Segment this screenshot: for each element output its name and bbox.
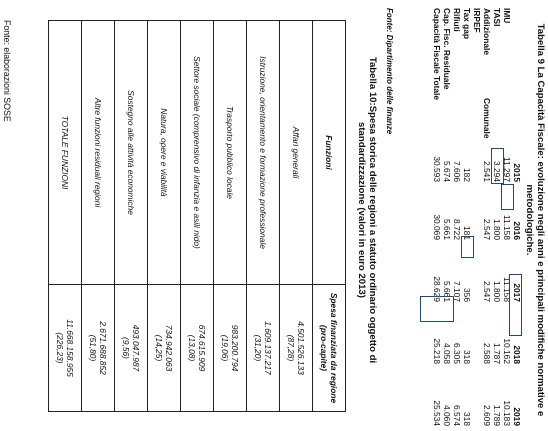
cell-value: 11.158 bbox=[502, 277, 512, 302]
table9-source: Fonte: Dipartimento delle finanze bbox=[385, 8, 394, 135]
table9-row bbox=[502, 8, 512, 428]
cell-value: 4.060 bbox=[442, 405, 452, 426]
table9 bbox=[385, 8, 522, 428]
table9-row bbox=[492, 8, 502, 428]
cell-value: 30.593 bbox=[432, 156, 442, 182]
table-row bbox=[280, 21, 313, 412]
per-capita-value: (87,28) bbox=[286, 334, 296, 362]
function-value-cell bbox=[115, 285, 148, 412]
table10 bbox=[48, 20, 346, 412]
cell-value: 10.162 bbox=[502, 338, 512, 364]
table-row bbox=[214, 21, 247, 412]
cell-value: 10.183 bbox=[502, 400, 512, 426]
cell-value: 2.547 bbox=[482, 219, 492, 240]
table9-title: Tabella 9 La Capacità Fiscale: evoluzione negli anni e principali modifiche normative e metodologiche. bbox=[524, 23, 546, 417]
function-value-cell bbox=[181, 285, 214, 412]
cell-value: 25.218 bbox=[432, 338, 442, 364]
cell-value: 1.789 bbox=[492, 405, 502, 426]
table10-title: Tabella 10:Spesa storica delle regioni a statuto ordinario oggetto di standardizzazione (valori in euro 2013) bbox=[356, 56, 378, 364]
cell-value: 1.800 bbox=[492, 281, 502, 302]
function-value-cell bbox=[148, 285, 181, 412]
function-value-cell bbox=[280, 285, 313, 412]
spend-value: 1.609.137.217 bbox=[263, 321, 273, 375]
per-capita-value: (13,08) bbox=[187, 334, 197, 362]
per-capita-value: (19,06) bbox=[220, 334, 230, 362]
table9-row bbox=[432, 8, 442, 428]
table9-row bbox=[482, 8, 492, 428]
function-name: Settore sociale (comprensivo di infanzia e asili nido) bbox=[181, 21, 214, 285]
function-name: TOTALE FUNZIONI bbox=[49, 21, 82, 285]
highlight-box bbox=[491, 148, 504, 184]
spend-value: 11.668.158.955 bbox=[65, 319, 75, 377]
row-label: TASI bbox=[492, 8, 502, 27]
per-capita-value: (31,20) bbox=[253, 334, 263, 362]
value-header: Spesa finanziata da regione (pro-capite) bbox=[313, 285, 346, 412]
spend-value: 493.047.987 bbox=[131, 324, 141, 372]
highlight-box bbox=[501, 184, 514, 210]
table-row bbox=[49, 21, 82, 412]
cell-value: 1.800 bbox=[492, 219, 502, 240]
cell-value: 28.629 bbox=[432, 276, 442, 302]
cell-value: 11.297 bbox=[502, 157, 512, 182]
function-value-cell bbox=[82, 285, 115, 412]
row-label: Addizionale bbox=[482, 8, 492, 55]
table9-row bbox=[472, 8, 482, 428]
cell-value: 7.107 bbox=[452, 281, 462, 302]
table9-row bbox=[442, 8, 452, 428]
cell-value: 356 bbox=[462, 288, 472, 302]
cell-value: 2.547 bbox=[482, 281, 492, 302]
per-capita-value: (226,23) bbox=[55, 332, 65, 364]
table9-row bbox=[452, 8, 462, 428]
cell-value: 6.574 bbox=[452, 405, 462, 426]
table10-header-row bbox=[313, 21, 346, 412]
row-label: Cap. Fisc. Residuale bbox=[442, 8, 452, 90]
function-name: Istruzione, orientamento e formazione professionale bbox=[247, 21, 280, 285]
function-name: Trasporto pubblico locale bbox=[214, 21, 247, 285]
function-value-cell bbox=[49, 285, 82, 412]
cell-value: 2.588 bbox=[482, 343, 492, 364]
function-name: Natura, opere e viabilità bbox=[148, 21, 181, 285]
row-label: Tax gap bbox=[462, 8, 472, 40]
highlight-box bbox=[420, 296, 454, 322]
cell-value: 1.787 bbox=[492, 343, 502, 364]
row-label: IMU bbox=[502, 8, 512, 24]
year-header: 2016 bbox=[512, 221, 522, 240]
year-header: 2018 bbox=[512, 345, 522, 364]
table9-row bbox=[462, 8, 472, 428]
function-name: Affari generali bbox=[280, 21, 313, 285]
per-capita-value: (9,56) bbox=[121, 337, 131, 359]
table-row bbox=[181, 21, 214, 412]
row-label: Capacità Fiscale Totale bbox=[432, 8, 442, 101]
table9-header-row bbox=[512, 8, 522, 428]
year-header: 2015 bbox=[512, 163, 522, 182]
table10-body bbox=[49, 21, 313, 412]
cell-value: 182 bbox=[462, 168, 472, 182]
functions-header: Funzioni bbox=[313, 21, 346, 285]
cell-value: 5.661 bbox=[442, 219, 452, 240]
year-header: 2017 bbox=[512, 283, 522, 302]
highlight-box bbox=[509, 274, 522, 336]
cell-value: 2.541 bbox=[482, 161, 492, 182]
function-value-cell bbox=[247, 285, 280, 412]
table-row bbox=[148, 21, 181, 412]
spend-value: 983.200.794 bbox=[230, 324, 240, 372]
per-capita-value: (51,80) bbox=[88, 334, 98, 362]
function-value-cell bbox=[214, 285, 247, 412]
table-row bbox=[247, 21, 280, 412]
cell-value: 318 bbox=[462, 412, 472, 426]
cell-value: 2.609 bbox=[482, 405, 492, 426]
cell-value: 5.661 bbox=[442, 281, 452, 302]
row-label-secondary: Comunale bbox=[482, 98, 492, 139]
cell-value: 4.058 bbox=[442, 343, 452, 364]
cell-value: 181 bbox=[462, 226, 472, 240]
cell-value: 30.069 bbox=[432, 214, 442, 240]
cell-value: 25.534 bbox=[432, 400, 442, 426]
cell-value: 318 bbox=[462, 350, 472, 364]
cell-value: 6.305 bbox=[452, 343, 462, 364]
spend-value: 2.671.688.852 bbox=[98, 321, 108, 375]
row-label: Rifiuti bbox=[452, 8, 462, 32]
per-capita-value: (14,25) bbox=[154, 334, 164, 362]
table9-body bbox=[432, 8, 512, 428]
spend-value: 674.615.909 bbox=[197, 324, 207, 372]
table10-footnote: Fonte: elaborazioni SOSE bbox=[2, 20, 12, 122]
year-header: 2019 bbox=[512, 407, 522, 426]
function-name: Sostegno alle attività economiche bbox=[115, 21, 148, 285]
cell-value: 5.674 bbox=[442, 161, 452, 182]
spend-value: 734.942.063 bbox=[164, 324, 174, 372]
cell-value: 8.722 bbox=[452, 219, 462, 240]
cell-value: 3.294 bbox=[492, 161, 502, 182]
function-name: Altre funzioni residuali regioni bbox=[82, 21, 115, 285]
table-row bbox=[82, 21, 115, 412]
row-label: IRPEF bbox=[472, 8, 482, 33]
spend-value: 4.501.526.133 bbox=[296, 321, 306, 375]
highlight-box bbox=[461, 236, 474, 258]
cell-value: 11.158 bbox=[502, 215, 512, 240]
table-row bbox=[115, 21, 148, 412]
cell-value: 7.606 bbox=[452, 161, 462, 182]
